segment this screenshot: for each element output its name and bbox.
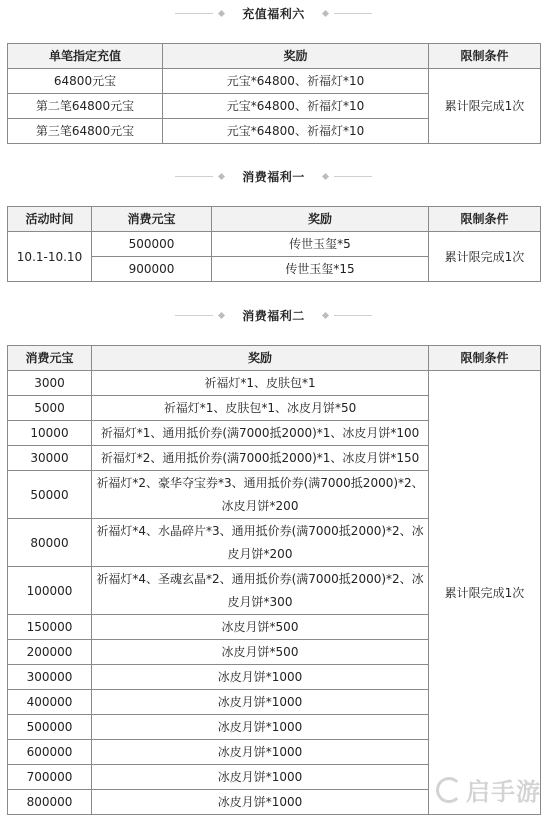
table-row [8, 232, 541, 257]
amount-cell: 3000 [8, 371, 92, 396]
header-cell: 消费元宝 [92, 207, 212, 232]
g-logo-icon [436, 777, 462, 803]
reward-cell: 传世玉玺*5 [212, 232, 429, 257]
amount-cell: 300000 [8, 665, 92, 690]
reward-cell: 冰皮月饼*1000 [92, 715, 429, 740]
section-title-spend-1 [0, 166, 547, 186]
reward-cell: 冰皮月饼*1000 [92, 765, 429, 790]
section-title-text: 消费福利一 [242, 169, 305, 184]
header-cell: 奖励 [212, 207, 429, 232]
amount-cell: 800000 [8, 790, 92, 815]
header-cell: 活动时间 [8, 207, 92, 232]
amount-cell: 900000 [92, 257, 212, 282]
reward-cell: 冰皮月饼*1000 [92, 790, 429, 815]
limit-cell: 累计限完成1次 [429, 232, 541, 282]
amount-cell: 64800元宝 [8, 69, 163, 94]
amount-cell: 第二笔64800元宝 [8, 94, 163, 119]
reward-cell: 祈福灯*1、皮肤包*1 [92, 371, 429, 396]
amount-cell: 500000 [92, 232, 212, 257]
table-row [8, 69, 541, 94]
amount-cell: 10000 [8, 421, 92, 446]
header-cell: 消费元宝 [8, 346, 92, 371]
diamond-icon [322, 172, 329, 179]
header-cell: 限制条件 [429, 346, 541, 371]
recharge-table [7, 43, 541, 144]
time-cell: 10.1-10.10 [8, 232, 92, 282]
diamond-icon [322, 9, 329, 16]
diamond-icon [322, 311, 329, 318]
limit-cell: 累计限完成1次 [429, 69, 541, 144]
header-cell: 单笔指定充值 [8, 44, 163, 69]
watermark-text: 启手游 [466, 778, 541, 806]
amount-cell: 150000 [8, 615, 92, 640]
watermark [436, 772, 541, 807]
reward-cell: 传世玉玺*15 [212, 257, 429, 282]
reward-cell: 祈福灯*1、通用抵价券(满7000抵2000)*1、冰皮月饼*100 [92, 421, 429, 446]
reward-cell: 祈福灯*2、通用抵价券(满7000抵2000)*1、冰皮月饼*150 [92, 446, 429, 471]
amount-cell: 50000 [8, 471, 92, 519]
reward-cell: 冰皮月饼*500 [92, 615, 429, 640]
header-cell: 限制条件 [429, 207, 541, 232]
reward-cell: 祈福灯*4、圣魂玄晶*2、通用抵价券(满7000抵2000)*2、冰皮月饼*300 [92, 567, 429, 615]
section-title-recharge-6 [0, 3, 547, 23]
amount-cell: 700000 [8, 765, 92, 790]
amount-cell: 30000 [8, 446, 92, 471]
section-title-text: 充值福利六 [242, 6, 305, 21]
reward-cell: 元宝*64800、祈福灯*10 [163, 69, 429, 94]
spend-table-1 [7, 206, 541, 282]
diamond-icon [218, 311, 225, 318]
amount-cell: 600000 [8, 740, 92, 765]
reward-cell: 元宝*64800、祈福灯*10 [163, 94, 429, 119]
diamond-icon [218, 9, 225, 16]
amount-cell: 80000 [8, 519, 92, 567]
header-cell: 限制条件 [429, 44, 541, 69]
header-cell: 奖励 [163, 44, 429, 69]
section-title-text: 消费福利二 [242, 308, 305, 323]
reward-cell: 祈福灯*1、皮肤包*1、冰皮月饼*50 [92, 396, 429, 421]
reward-cell: 冰皮月饼*1000 [92, 690, 429, 715]
amount-cell: 500000 [8, 715, 92, 740]
header-cell: 奖励 [92, 346, 429, 371]
limit-cell: 累计限完成1次 [429, 371, 541, 815]
amount-cell: 100000 [8, 567, 92, 615]
reward-cell: 冰皮月饼*1000 [92, 665, 429, 690]
reward-cell: 元宝*64800、祈福灯*10 [163, 119, 429, 144]
reward-cell: 冰皮月饼*500 [92, 640, 429, 665]
amount-cell: 400000 [8, 690, 92, 715]
diamond-icon [218, 172, 225, 179]
reward-cell: 祈福灯*4、水晶碎片*3、通用抵价券(满7000抵2000)*2、冰皮月饼*200 [92, 519, 429, 567]
amount-cell: 200000 [8, 640, 92, 665]
section-title-spend-2 [0, 305, 547, 325]
amount-cell: 5000 [8, 396, 92, 421]
amount-cell: 第三笔64800元宝 [8, 119, 163, 144]
reward-cell: 祈福灯*2、豪华夺宝券*3、通用抵价券(满7000抵2000)*2、冰皮月饼*200 [92, 471, 429, 519]
spend-table-2 [7, 345, 541, 815]
table-row [8, 371, 541, 396]
reward-cell: 冰皮月饼*1000 [92, 740, 429, 765]
